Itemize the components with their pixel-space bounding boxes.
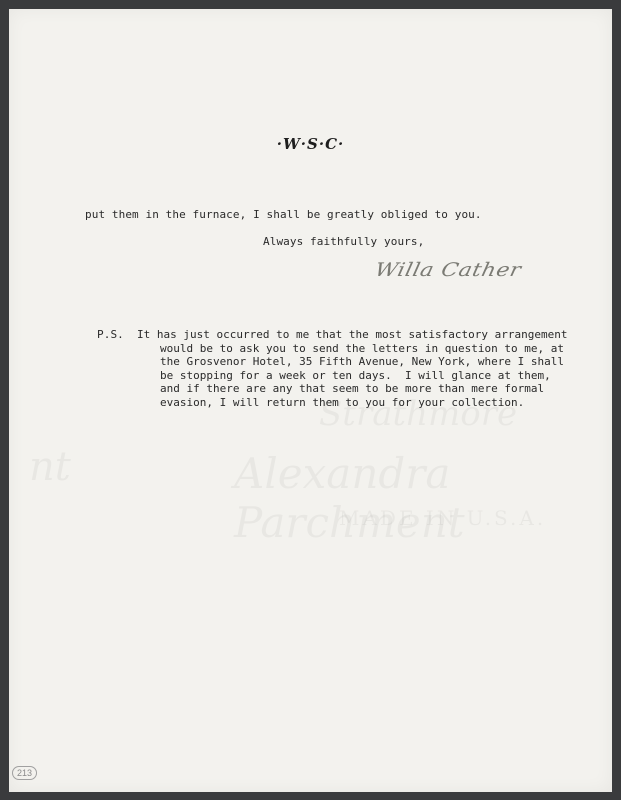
watermark-paper-name — [234, 449, 612, 547]
letter-page — [9, 9, 612, 792]
postscript-line: evasion, I will return them to you for your collection. — [160, 395, 525, 409]
watermark-origin — [339, 506, 546, 530]
postscript-line: be stopping for a week or ten days. I will glance at them, — [160, 368, 551, 382]
closing-line: Always faithfully yours, — [263, 235, 425, 248]
handwritten-signature: Willa Cather — [372, 259, 524, 282]
postscript-line: the Grosvenor Hotel, 35 Fifth Avenue, New York, where I shall — [160, 355, 564, 369]
archive-page-number: 213 — [12, 766, 37, 780]
postscript-line: It has just occurred to me that the most satisfactory arrangement — [137, 328, 568, 341]
letterhead-monogram: ·W·S·C· — [276, 135, 345, 153]
opening-line: put them in the furnace, I shall be greatly obliged to you. — [85, 208, 482, 221]
watermark-fragment — [29, 444, 71, 490]
postscript-label: P.S. — [97, 328, 124, 341]
postscript-line: and if there are any that seem to be more than mere formal — [160, 382, 545, 396]
postscript-body — [137, 328, 568, 410]
postscript-line: would be to ask you to send the letters in question to me, at — [160, 341, 564, 355]
